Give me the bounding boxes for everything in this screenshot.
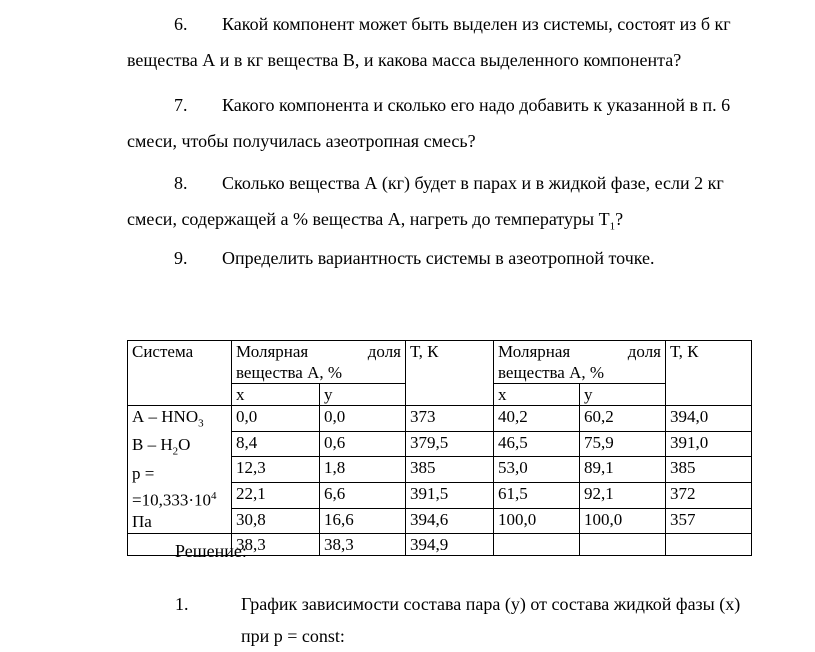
cell: 394,6 [406, 508, 494, 534]
cell: 8,4 [232, 431, 320, 457]
question-8 [127, 165, 767, 245]
question-text: Сколько вещества А (кг) будет в парах и в жидкой фазе, если 2 кг [222, 173, 724, 193]
solution-item-1 [175, 588, 740, 652]
question-text-cont: смеси, содержащей а % вещества А, нагреть до температуры $Т_1$? [127, 209, 624, 233]
cell: 391,0 [666, 431, 752, 457]
cell: 385 [666, 457, 752, 483]
header-temperature: Т, К [406, 341, 494, 406]
question-text-cont: вещества А и в кг вещества В, и какова масса выделенного компонента? [127, 50, 682, 70]
item-text-cont: при р = const: [241, 626, 345, 646]
question-number: 7. [174, 95, 188, 115]
header-system: Система [128, 341, 232, 406]
header-x: х [232, 384, 320, 406]
question-number: 8. [174, 173, 188, 193]
cell: 38,3 [232, 534, 320, 556]
header-x: х [494, 384, 580, 406]
cell: 385 [406, 457, 494, 483]
cell: 53,0 [494, 457, 580, 483]
header-y: у [320, 384, 406, 406]
cell: 100,0 [494, 508, 580, 534]
item-number: 1. [175, 594, 189, 614]
item-text: График зависимости состава пара (у) от состава жидкой фазы (х) [241, 594, 741, 614]
cell: 16,6 [320, 508, 406, 534]
cell [494, 534, 580, 556]
cell [580, 534, 666, 556]
cell: 0,0 [232, 406, 320, 432]
question-number: 6. [174, 14, 188, 34]
cell: 40,2 [494, 406, 580, 432]
cell: 22,1 [232, 483, 320, 509]
table-header-row [128, 341, 752, 384]
cell: 92,1 [580, 483, 666, 509]
cell: 38,3 [320, 534, 406, 556]
question-9 [127, 240, 767, 276]
cell: 0,6 [320, 431, 406, 457]
cell: 6,6 [320, 483, 406, 509]
header-y: у [580, 384, 666, 406]
cell [666, 534, 752, 556]
question-text-cont: смеси, чтобы получилась азеотропная смесь? [127, 131, 476, 151]
cell: 46,5 [494, 431, 580, 457]
cell: 30,8 [232, 508, 320, 534]
cell: 391,5 [406, 483, 494, 509]
cell: 89,1 [580, 457, 666, 483]
cell: 61,5 [494, 483, 580, 509]
cell: 372 [666, 483, 752, 509]
system-description: А – $HNO_3$ В – $H_2O$ р = $=10,333\cdot 10^4$ Па [128, 406, 232, 534]
cell: 1,8 [320, 457, 406, 483]
question-text: Какого компонента и сколько его надо добавить к указанной в п. 6 [222, 95, 731, 115]
question-6 [127, 6, 767, 78]
cell: 394,0 [666, 406, 752, 432]
question-text: Какой компонент может быть выделен из системы, состоят из б кг [222, 14, 731, 34]
question-text: Определить вариантность системы в азеотропной точке. [222, 248, 655, 268]
solution-label: Решение: [175, 541, 247, 561]
cell: 75,9 [580, 431, 666, 457]
header-molar-fraction: Молярная доля вещества А, % [494, 341, 666, 384]
cell: 373 [406, 406, 494, 432]
data-table [127, 340, 752, 556]
header-molar-fraction: Молярная доля вещества А, % [232, 341, 406, 384]
cell: 60,2 [580, 406, 666, 432]
question-number: 9. [174, 248, 188, 268]
table-row [128, 406, 752, 432]
cell: 100,0 [580, 508, 666, 534]
cell: 394,9 [406, 534, 494, 556]
cell: 379,5 [406, 431, 494, 457]
question-7 [127, 87, 767, 159]
cell: 0,0 [320, 406, 406, 432]
cell: 12,3 [232, 457, 320, 483]
cell: 357 [666, 508, 752, 534]
header-temperature: Т, К [666, 341, 752, 406]
